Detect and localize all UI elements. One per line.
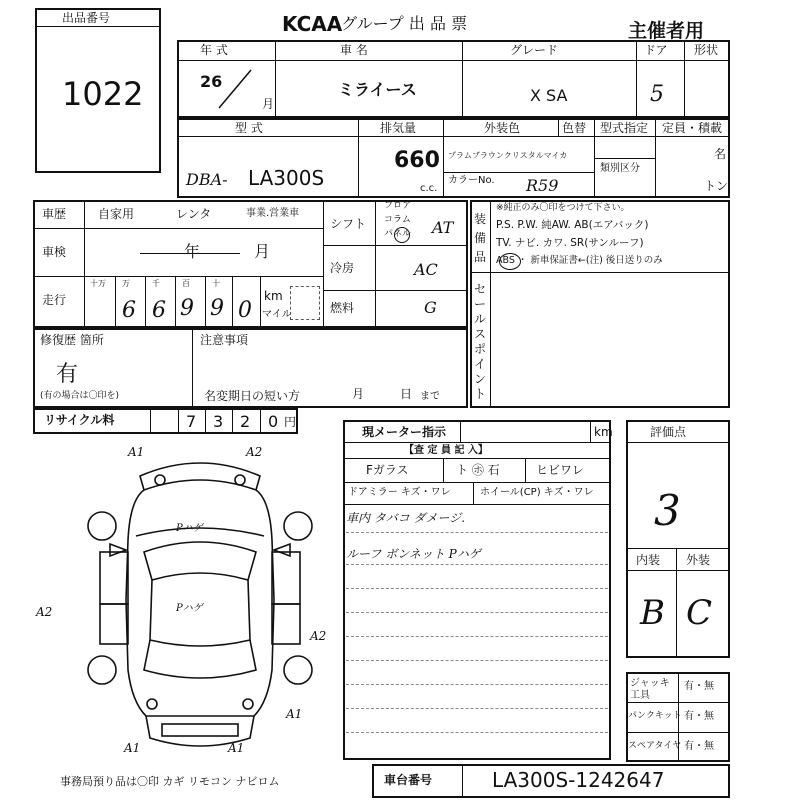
year-label: 年 式 <box>200 43 228 57</box>
equipment-row2: TV. ナビ. カワ. SR(サンルーフ) <box>496 237 644 249</box>
mileage-digit: 0 <box>238 298 252 323</box>
ac-value: AC <box>414 260 438 279</box>
caution-label: 注意事項 <box>200 333 249 347</box>
jack-value: 有・無 <box>684 681 714 692</box>
damage-mark: A1 <box>128 445 145 459</box>
color-label: 外装色 <box>484 121 521 135</box>
model-value: LA300S <box>248 166 325 190</box>
mirror-label: ドアミラー キズ・ワレ <box>348 487 451 498</box>
damage-mark: A2 <box>246 445 263 459</box>
shaken-label: 車検 <box>42 245 67 259</box>
history-private: 自家用 <box>98 207 135 221</box>
capacity-label: 定員・積載 <box>662 121 723 135</box>
displacement-value: 660 <box>394 148 440 173</box>
abs-circle <box>499 253 521 270</box>
recycle-digit: 0 <box>268 412 279 431</box>
spare-value: 有・無 <box>684 741 714 752</box>
mileage-digit: 6 <box>152 298 166 323</box>
model-label: 型 式 <box>235 121 263 135</box>
recycle-yen: 円 <box>284 415 297 429</box>
car-name: ミライース <box>338 80 417 99</box>
name-label: 車 名 <box>340 43 368 57</box>
lot-number: 1022 <box>62 75 144 113</box>
inspector-section-label: 【査 定 員 記 入】 <box>404 445 488 456</box>
year-month-unit: 月 <box>262 97 275 111</box>
shift-opt-column: コラム <box>384 215 411 225</box>
shift-opt-floor: フロア <box>384 201 412 211</box>
year-slash <box>215 66 255 112</box>
repair-label: 修復歴 箇所 <box>40 333 104 347</box>
shift-label: シフト <box>330 217 367 231</box>
mileage-label: 走行 <box>42 293 67 307</box>
equipment-label: 装備品 <box>474 212 487 265</box>
sheet-title: .グループ 出 品 票 <box>336 14 468 33</box>
damage-mark: A1 <box>124 741 141 755</box>
glass-label: Fガラス <box>366 463 409 477</box>
damage-mark: A2 <box>36 605 53 619</box>
mileage-digit: 9 <box>210 296 224 321</box>
door-value: 5 <box>650 82 664 107</box>
damage-mark: A1 <box>228 741 245 755</box>
shaken-year: 年 <box>184 242 201 261</box>
glass-options: ト ㋭ 石 <box>456 463 500 477</box>
capacity-unit-tons: トン <box>704 179 729 193</box>
category-label: 類別区分 <box>600 163 640 174</box>
shift-opt-panel: パネル <box>384 229 412 239</box>
glass-crack: ヒビワレ <box>536 463 585 477</box>
displacement-label: 排気量 <box>380 121 417 135</box>
equipment-row3: ABS ・ 新車保証書←(注) 後日送りのみ <box>496 255 663 266</box>
fuel-label: 燃料 <box>330 301 355 315</box>
name-change-until: まで <box>420 391 440 402</box>
color-change-label: 色替 <box>562 121 587 135</box>
recycle-digit: 2 <box>240 412 251 431</box>
interior-label: 内装 <box>636 553 661 567</box>
org-logo: KCAA <box>282 12 343 36</box>
chassis-number: LA300S-1242647 <box>492 768 665 792</box>
color-no-label: カラーNo. <box>448 175 495 186</box>
exterior-label: 外装 <box>686 553 711 567</box>
model-prefix: DBA- <box>186 170 228 189</box>
score-value: 3 <box>654 486 681 535</box>
hood-note: Pハゲ <box>176 523 203 534</box>
spare-label: スペアタイヤ <box>628 741 682 751</box>
year-value: 26 <box>200 72 223 91</box>
interior-value: B <box>640 593 665 633</box>
mile-unit: マイル <box>262 309 292 320</box>
recycle-digit: 7 <box>186 412 197 431</box>
shape-label: 形状 <box>694 43 719 57</box>
jack-label: ジャッキ工具 <box>630 678 670 701</box>
mileage-digit: 6 <box>122 298 136 323</box>
roof-note: Pハゲ <box>176 603 203 614</box>
recycle-label: リサイクル料 <box>44 413 115 427</box>
ac-label: 冷房 <box>330 261 355 275</box>
grade-label: グレード <box>510 43 559 57</box>
history-rental: レンタ <box>176 207 212 221</box>
equipment-table <box>470 200 730 408</box>
history-label: 車歴 <box>42 207 67 221</box>
fuel-value: G <box>424 298 437 317</box>
color-no-value: R59 <box>526 176 559 195</box>
cc-unit: c.c. <box>420 183 438 194</box>
repair-value: 有 <box>56 362 79 387</box>
name-change-label: 名変期日の短い方 <box>204 389 301 403</box>
damage-mark: A2 <box>310 629 327 643</box>
puncture-value: 有・無 <box>684 711 714 722</box>
chassis-label: 車台番号 <box>384 773 433 787</box>
door-label: ドア <box>644 43 668 57</box>
mileage-digit: 9 <box>180 296 194 321</box>
name-change-day: 日 <box>400 387 413 401</box>
name-change-month: 月 <box>352 387 365 401</box>
digit-label-100k: 十万 <box>90 279 106 288</box>
recycle-digit: 3 <box>213 412 224 431</box>
meter-label: 現メーター指示 <box>362 425 447 439</box>
inspection-note-2: ルーフ ボンネット Pハゲ <box>346 547 481 561</box>
damage-mark: A1 <box>286 707 303 721</box>
type-spec-label: 型式指定 <box>600 121 649 135</box>
wheel-label: ホイール(CP) キズ・ワレ <box>480 487 594 498</box>
footer-items: 事務局預り品は〇印 カギ リモコン ナビロム <box>60 775 280 788</box>
sales-point-label: セールスポイント <box>474 282 487 401</box>
inspection-note-1: 車内 タバコ ダメージ. <box>346 511 466 525</box>
digit-label-1k: 千 <box>152 279 160 288</box>
digit-label-10: 十 <box>212 279 220 288</box>
shift-value: AT <box>432 218 454 237</box>
repair-note: (有の場合は〇印を) <box>40 391 120 401</box>
equipment-row1: P.S. P.W. 純AW. AB(エアバック) <box>496 219 649 231</box>
exterior-value: C <box>686 593 713 633</box>
lot-number-label: 出品番号 <box>62 11 111 25</box>
capacity-unit-persons: 名 <box>714 147 727 161</box>
km-unit: km <box>264 289 283 303</box>
score-label: 評価点 <box>650 425 687 439</box>
grade-value: X SA <box>530 86 568 105</box>
organizer-label: 主催者用 <box>628 20 705 42</box>
digit-label-100: 百 <box>182 279 190 288</box>
digit-label-10k: 万 <box>122 279 130 288</box>
mile-checkbox <box>290 286 320 320</box>
equipment-note: ※純正のみ〇印をつけて下さい。 <box>496 203 630 213</box>
shift-circle <box>394 227 410 243</box>
history-business: 事業.営業車 <box>246 208 300 219</box>
puncture-label: パンクキット <box>628 711 682 721</box>
color-value: プラムブラウンクリスタルマイカ <box>448 151 568 160</box>
meter-km: km <box>594 425 613 439</box>
shaken-month: 月 <box>254 242 271 261</box>
